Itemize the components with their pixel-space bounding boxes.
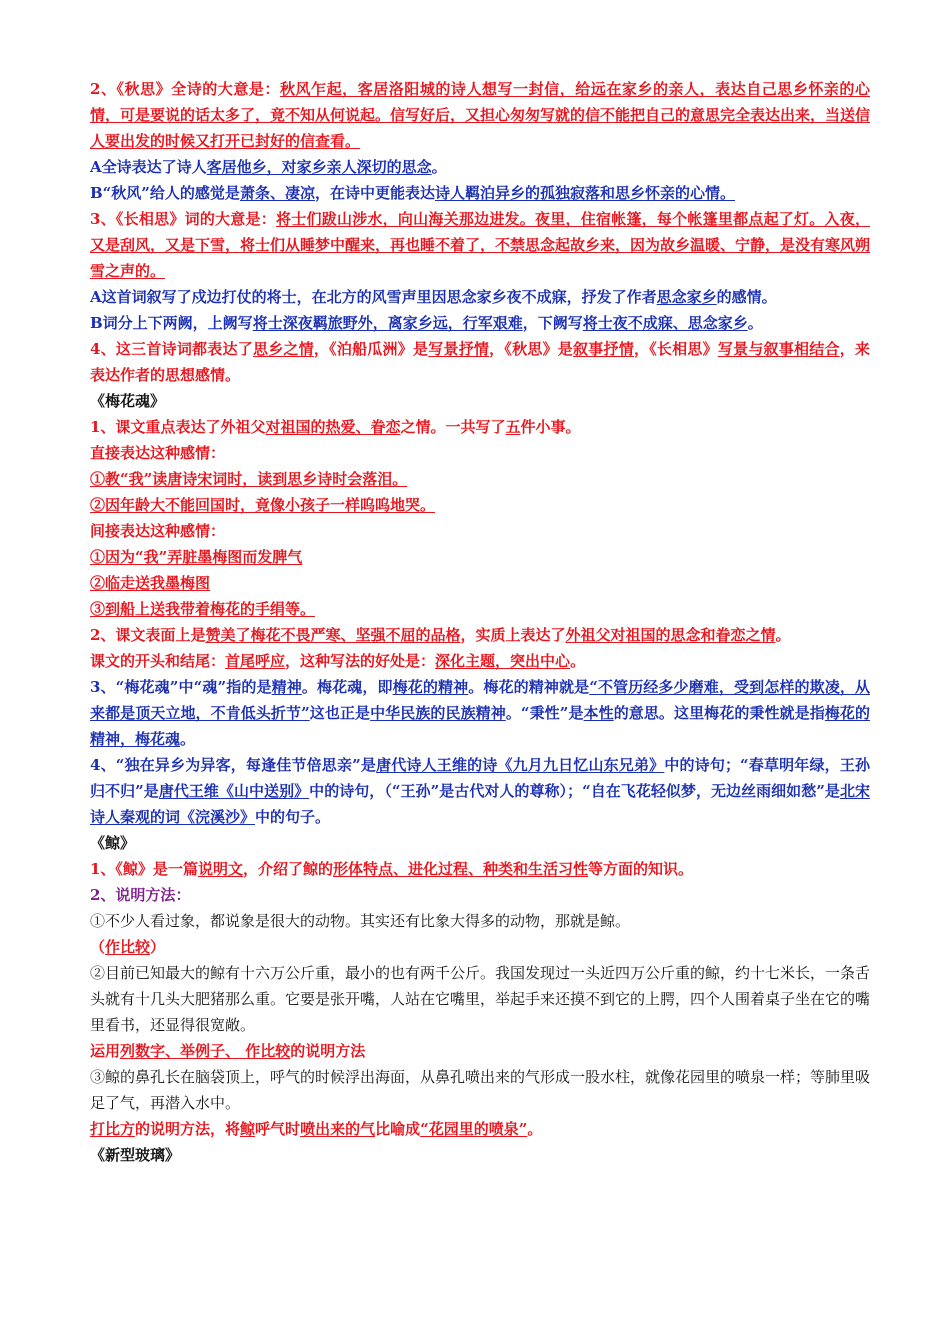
text-paragraph: ①不少人看过象，都说象是很大的动物。其实还有比象大得多的动物，那就是鲸。 [90,912,631,930]
text-paragraph: A这首词叙写了戍边打仗的将士，在北方的风雪声里因思念家乡夜不成寐，抒发了作者思念家乡的感情。 [90,288,777,306]
text-paragraph: ②目前已知最大的鲸有十六万公斤重，最小的也有两千公斤。我国发现过一头近四万公斤重的鲸，约十七米长，一条舌头就有十几头大肥猪那么重。它要是张开嘴，人站在它嘴里，举起手来还摸不到它的上腭，四个人围着桌子坐在它的嘴里看书，还显得很宽敞。 [90,964,871,1034]
text-paragraph: 3、“梅花魂”中“魂”指的是精神。梅花魂，即梅花的精神。梅花的精神就是“不管历经多少磨难，受到怎样的欺凌，从来都是顶天立地，不肯低头折节”这也正是中华民族的民族精神。“秉性”是本性的意思。这里梅花的秉性就是指梅花的精神，梅花魂。 [90,678,870,748]
text-paragraph: ②因年龄大不能回国时，竟像小孩子一样呜呜地哭。 [90,496,436,514]
text-paragraph: 打比方的说明方法，将鲸呼气时喷出来的气比喻成“花园里的喷泉”。 [90,1120,543,1138]
text-paragraph: ③鲸的鼻孔长在脑袋顶上，呼气的时候浮出海面，从鼻孔喷出来的气形成一股水柱，就像花园里的喷泉一样；等肺里吸足了气，再潜入水中。 [90,1068,871,1112]
section-heading: 《新型玻璃》 [90,1146,181,1164]
text-paragraph: 1、《鲸》是一篇说明文，介绍了鲸的形体特点、进化过程、种类和生活习性等方面的知识。 [90,860,694,878]
document-body [90,76,870,1168]
text-paragraph: 4、这三首诗词都表达了思乡之情，《泊船瓜洲》是写景抒情，《秋思》是叙事抒情，《长相思》写景与叙事相结合，来表达作者的思想感情。 [90,340,870,384]
text-paragraph: 3、《长相思》词的大意是：将士们跋山涉水，向山海关那边进发。夜里，住宿帐篷，每个帐篷里都点起了灯。入夜，又是刮风，又是下雪，将士们从睡梦中醒来，再也睡不着了，不禁思念起故乡来，因为故乡温暖、宁静，是没有寒风朔雪之声的。 [90,210,871,280]
text-paragraph: B“秋风”给人的感觉是萧条、凄凉，在诗中更能表达诗人羁泊异乡的孤独寂落和思乡怀亲的心情。 [90,184,735,202]
text-paragraph: ①教“我”读唐诗宋词时，读到思乡诗时会落泪。 [90,470,408,488]
text-paragraph: A全诗表达了诗人客居他乡，对家乡亲人深切的思念。 [90,158,447,176]
text-paragraph: 直接表达这种感情： [90,444,226,462]
section-heading: 《鲸》 [90,834,136,852]
text-paragraph: ①因为“我”弄脏墨梅图而发脾气 [90,548,303,566]
text-paragraph: 4、“独在异乡为异客，每逢佳节倍思亲”是唐代诗人王维的诗《九月九日忆山东兄弟》中的诗句；“春草明年绿，王孙归不归”是唐代王维《山中送别》中的诗句，（“王孙”是古代对人的尊称）；“自在飞花轻似梦，无边丝雨细如愁”是北宋诗人秦观的词《浣溪沙》中的句子。 [90,756,870,826]
text-paragraph: 2、课文表面上是赞美了梅花不畏严寒、坚强不屈的品格，实质上表达了外祖父对祖国的思念和眷恋之情。 [90,626,791,644]
text-paragraph: 2、说明方法： [90,886,191,904]
text-paragraph: 2、《秋思》全诗的大意是：秋风乍起，客居洛阳城的诗人想写一封信，给远在家乡的亲人，表达自己思乡怀亲的心情，可是要说的话太多了，竟不知从何说起。信写好后，又担心匆匆写就的信不能把自己的意思完全表达出来，当送信人要出发的时候又打开已封好的信查看。 [90,80,871,150]
text-paragraph: 1、课文重点表达了外祖父对祖国的热爱、眷恋之情。一共写了五件小事。 [90,418,581,436]
text-paragraph: 间接表达这种感情： [90,522,226,540]
text-paragraph: ③到船上送我带着梅花的手绢等。 [90,600,316,618]
text-paragraph: B词分上下两阙，上阙写将士深夜羁旅野外，离家乡远，行军艰难，下阙写将士夜不成寐、思念家乡。 [90,314,763,332]
section-heading: 《梅花魂》 [90,392,166,410]
text-paragraph: ②临走送我墨梅图 [90,574,211,592]
text-paragraph: 运用列数字、举例子、 作比较的说明方法 [90,1042,366,1060]
text-paragraph: 课文的开头和结尾：首尾呼应，这种写法的好处是：深化主题，突出中心。 [90,652,586,670]
text-paragraph: （作比较） [90,938,166,956]
